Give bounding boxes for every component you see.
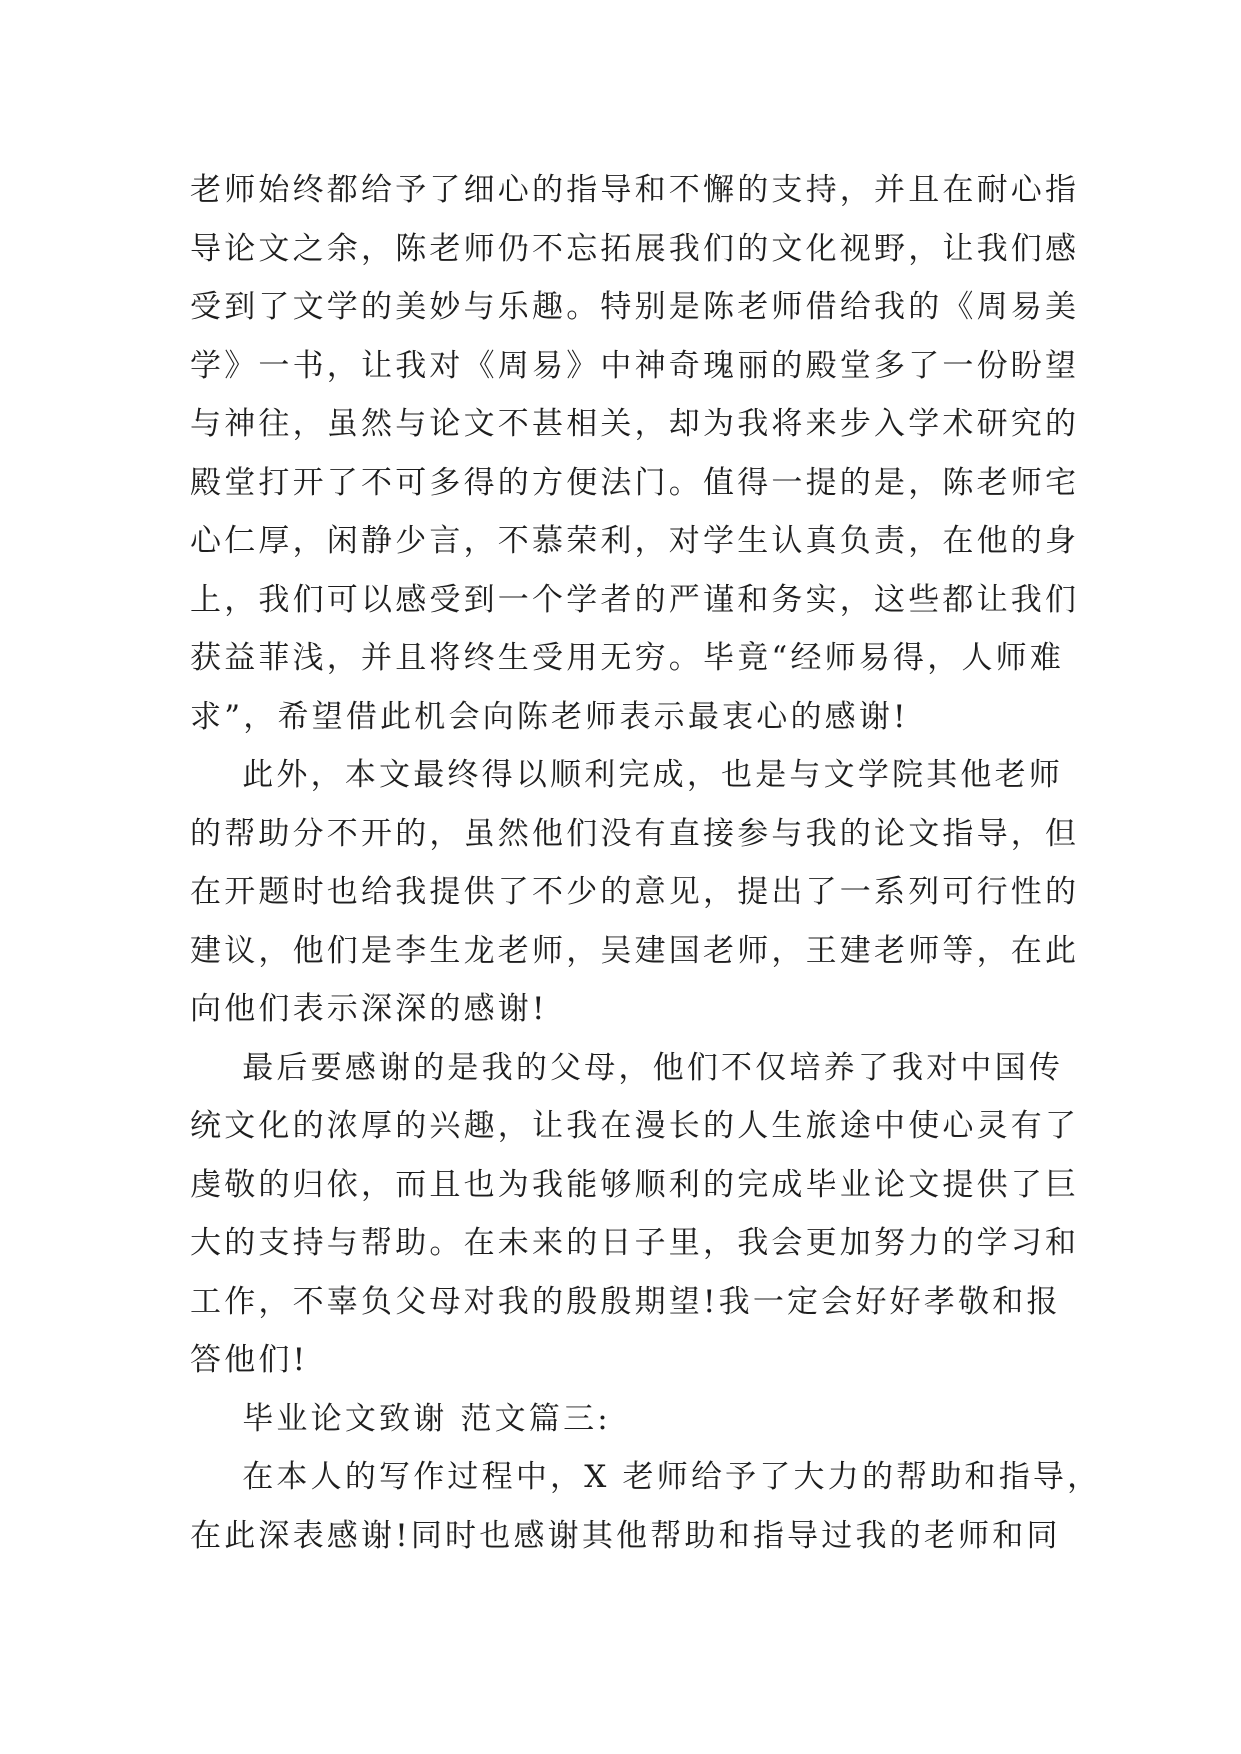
text-line-24: 在此深表感谢!同时也感谢其他帮助和指导过我的老师和同 [190,1517,1061,1554]
text-line-5: 与神往，虽然与论文不甚相关，却为我将来步入学术研究的 [190,406,1080,442]
text-line-9: 获益菲浅，并且将终生受用无穷。毕竟“经师易得，人师难 [190,640,1065,676]
text-line-18: 虔敬的归依，而且也为我能够顺利的完成毕业论文提供了巨 [190,1166,1080,1203]
text-line-6: 殿堂打开了不可多得的方便法门。值得一提的是，陈老师宅 [190,464,1080,501]
text-line-23: 在本人的写作过程中，X 老师给予了大力的帮助和指导， [190,1459,1102,1495]
section-heading: 毕业论文致谢 范文篇三: [190,1400,611,1437]
text-line-8: 上，我们可以感受到一个学者的严谨和务实，这些都让我们 [190,581,1080,618]
text-line-15: 向他们表示深深的感谢! [190,991,548,1027]
text-line-3: 受到了文学的美妙与乐趣。特别是陈老师借给我的《周易美 [190,289,1080,325]
text-line-11: 此外，本文最终得以顺利完成，也是与文学院其他老师 [190,757,1064,793]
text-line-19: 大的支持与帮助。在未来的日子里，我会更加努力的学习和 [190,1225,1080,1261]
text-line-7: 心仁厚，闲静少言，不慕荣利，对学生认真负责，在他的身 [190,523,1080,559]
text-line-1: 老师始终都给予了细心的指导和不懈的支持，并且在耐心指 [190,172,1080,208]
text-line-17: 统文化的浓厚的兴趣，让我在漫长的人生旅途中使心灵有了 [190,1108,1080,1144]
document-body [190,161,1102,1565]
text-line-10: 求”，希望借此机会向陈老师表示最衷心的感谢! [190,698,909,735]
text-line-16: 最后要感谢的是我的父母，他们不仅培养了我对中国传 [190,1049,1064,1086]
text-line-20: 工作，不辜负父母对我的殷殷期望!我一定会好好孝敬和报 [190,1283,1061,1320]
text-line-2: 导论文之余，陈老师仍不忘拓展我们的文化视野，让我们感 [190,230,1080,267]
text-line-13: 在开题时也给我提供了不少的意见，提出了一系列可行性的 [190,874,1080,910]
text-line-4: 学》一书，让我对《周易》中神奇瑰丽的殿堂多了一份盼望 [190,347,1080,384]
text-line-12: 的帮助分不开的，虽然他们没有直接参与我的论文指导，但 [190,815,1080,852]
text-line-21: 答他们! [190,1342,309,1378]
text-line-14: 建议，他们是李生龙老师，吴建国老师，王建老师等，在此 [190,932,1080,969]
